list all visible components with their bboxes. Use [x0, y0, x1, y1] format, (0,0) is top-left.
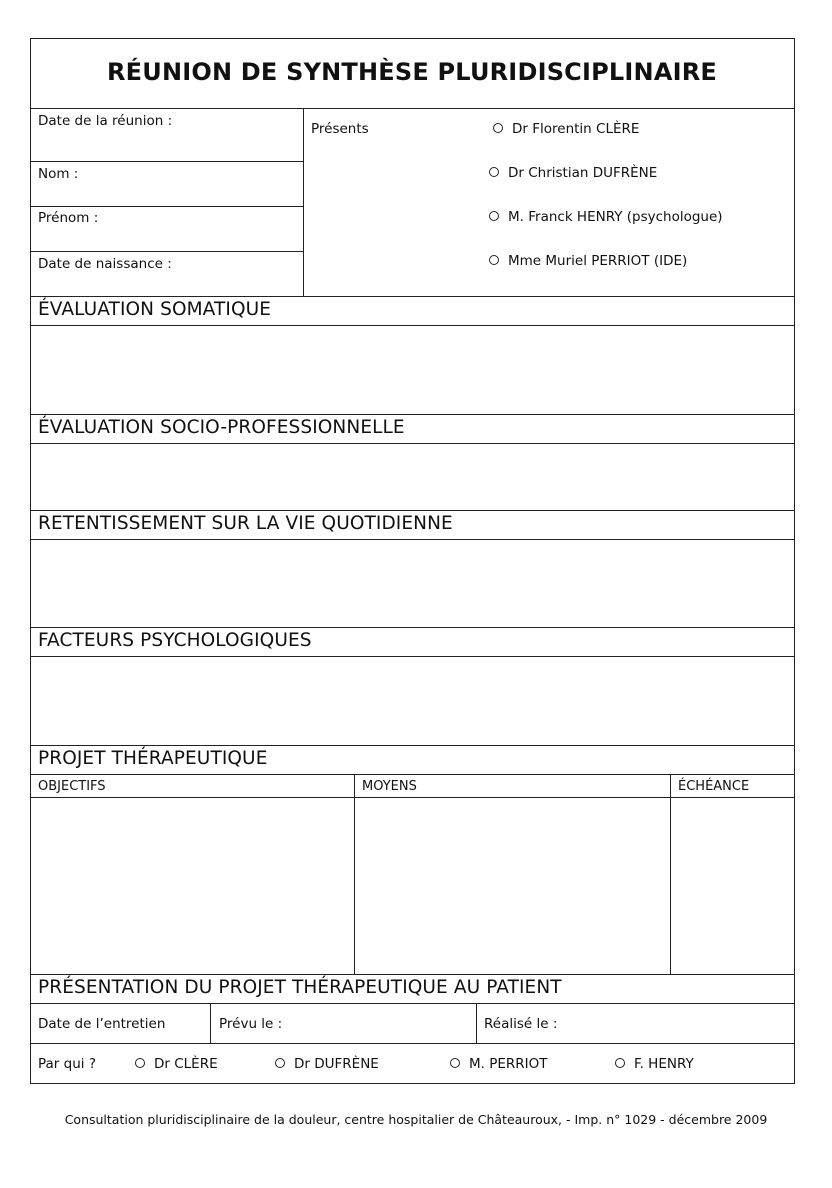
attendee-option[interactable]: Dr Christian DUFRÈNE: [489, 165, 657, 181]
divider: [303, 108, 304, 296]
by-whom-label: Par qui ?: [38, 1056, 96, 1072]
means-field[interactable]: [355, 798, 669, 974]
section-project-heading: PROJET THÉRAPEUTIQUE: [38, 748, 268, 769]
socio-field[interactable]: [31, 444, 794, 510]
attendees-label: Présents: [311, 121, 369, 137]
section-socio-heading: ÉVALUATION SOCIO-PROFESSIONNELLE: [38, 417, 405, 438]
done-date-label: Réalisé le :: [484, 1016, 558, 1032]
divider: [30, 206, 303, 207]
section-presentation-heading: PRÉSENTATION DU PROJET THÉRAPEUTIQUE AU PATIENT: [38, 977, 562, 998]
divider: [30, 108, 795, 109]
section-somatic-heading: ÉVALUATION SOMATIQUE: [38, 299, 272, 320]
divider: [30, 296, 795, 297]
checkbox-circle-icon[interactable]: [493, 123, 503, 133]
first-name-label: Prénom :: [38, 210, 99, 226]
divider: [210, 1003, 211, 1043]
checkbox-circle-icon[interactable]: [489, 255, 499, 265]
attendee-option[interactable]: M. Franck HENRY (psychologue): [489, 209, 723, 225]
planned-date-label: Prévu le :: [219, 1016, 283, 1032]
divider: [30, 161, 303, 162]
divider: [30, 414, 795, 415]
column-deadline: ÉCHÉANCE: [678, 779, 750, 794]
by-whom-option[interactable]: M. PERRIOT: [450, 1056, 548, 1072]
divider: [476, 1003, 477, 1043]
psych-field[interactable]: [31, 657, 794, 745]
border-right: [794, 38, 795, 1083]
footer-note: Consultation pluridisciplinaire de la douleur, centre hospitalier de Châteauroux, - Imp. n° 1029 - décembre 2009: [64, 1112, 768, 1127]
divider: [30, 774, 795, 775]
checkbox-circle-icon[interactable]: [135, 1058, 145, 1068]
checkbox-circle-icon[interactable]: [615, 1058, 625, 1068]
interview-date-label: Date de l’entretien: [38, 1016, 166, 1032]
column-objectives: OBJECTIFS: [38, 779, 106, 794]
by-whom-option[interactable]: Dr DUFRÈNE: [275, 1056, 379, 1072]
checkbox-circle-icon[interactable]: [489, 167, 499, 177]
meeting-date-label: Date de la réunion :: [38, 113, 173, 129]
column-means: MOYENS: [362, 779, 417, 794]
form-title: RÉUNION DE SYNTHÈSE PLURIDISCIPLINAIRE: [106, 58, 717, 86]
section-daily-life-heading: RETENTISSEMENT SUR LA VIE QUOTIDIENNE: [38, 513, 453, 534]
section-psych-heading: FACTEURS PSYCHOLOGIQUES: [38, 630, 312, 651]
checkbox-circle-icon[interactable]: [489, 211, 499, 221]
divider: [30, 627, 795, 628]
by-whom-option[interactable]: F. HENRY: [615, 1056, 694, 1072]
last-name-label: Nom :: [38, 166, 79, 182]
checkbox-circle-icon[interactable]: [275, 1058, 285, 1068]
somatic-field[interactable]: [31, 326, 794, 414]
divider: [30, 1003, 795, 1004]
birth-date-label: Date de naissance :: [38, 256, 172, 272]
divider: [30, 251, 303, 252]
divider: [30, 1043, 795, 1044]
checkbox-circle-icon[interactable]: [450, 1058, 460, 1068]
divider: [30, 510, 795, 511]
attendee-option[interactable]: Dr Florentin CLÈRE: [493, 121, 639, 137]
attendee-option[interactable]: Mme Muriel PERRIOT (IDE): [489, 253, 687, 269]
deadline-field[interactable]: [671, 798, 794, 974]
objectives-field[interactable]: [31, 798, 353, 974]
border-bottom: [30, 1083, 795, 1084]
daily-life-field[interactable]: [31, 540, 794, 627]
divider: [30, 745, 795, 746]
by-whom-option[interactable]: Dr CLÈRE: [135, 1056, 218, 1072]
divider: [30, 974, 795, 975]
border-top: [30, 38, 795, 39]
